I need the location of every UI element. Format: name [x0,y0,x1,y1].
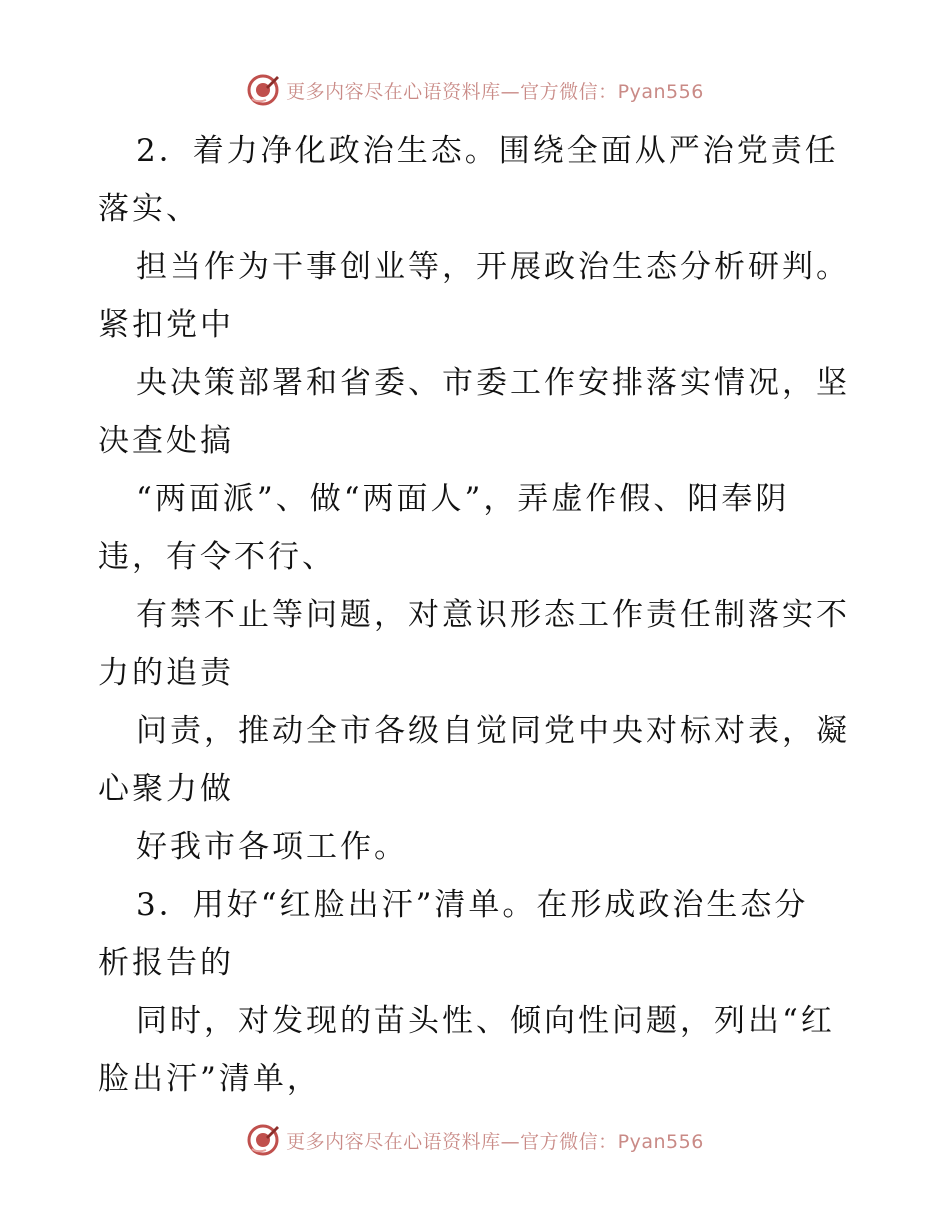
text-line: 3．用好“红脸出汗”清单。在形成政治生态分 [136,887,809,923]
text-line: 问责，推动全市各级自觉同党中央对标对表，凝 [136,713,850,749]
text-line: 紧扣党中 [98,307,234,343]
text-line: 好我市各项工作。 [136,829,408,865]
text-line: 心聚力做 [98,771,234,807]
text-line: 决查处搞 [98,423,234,459]
watermark-logo-icon [246,1123,280,1157]
watermark-text: 更多内容尽在心语资料库—官方微信：Pyan556 [286,1130,704,1153]
watermark-text: 更多内容尽在心语资料库—官方微信：Pyan556 [286,80,704,103]
header-watermark [0,70,950,110]
watermark-logo-icon [246,73,280,107]
text-line: “两面派”、做“两面人”，弄虚作假、阳奉阴 [136,481,790,517]
text-line: 有禁不止等问题，对意识形态工作责任制落实不 [136,597,850,633]
text-line: 2．着力净化政治生态。围绕全面从严治党责任 [136,133,839,169]
document-body [98,122,858,1108]
footer-watermark [0,1120,950,1160]
text-line: 脸出汗”清单， [98,1061,321,1097]
text-line: 央决策部署和省委、市委工作安排落实情况，坚 [136,365,850,401]
text-line: 同时，对发现的苗头性、倾向性问题，列出“红 [136,1003,835,1039]
text-line: 担当作为干事创业等，开展政治生态分析研判。 [136,249,850,285]
text-line: 违，有令不行、 [98,539,336,575]
text-line: 力的追责 [98,655,234,691]
text-line: 析报告的 [98,945,234,981]
text-line: 落实、 [98,191,200,227]
